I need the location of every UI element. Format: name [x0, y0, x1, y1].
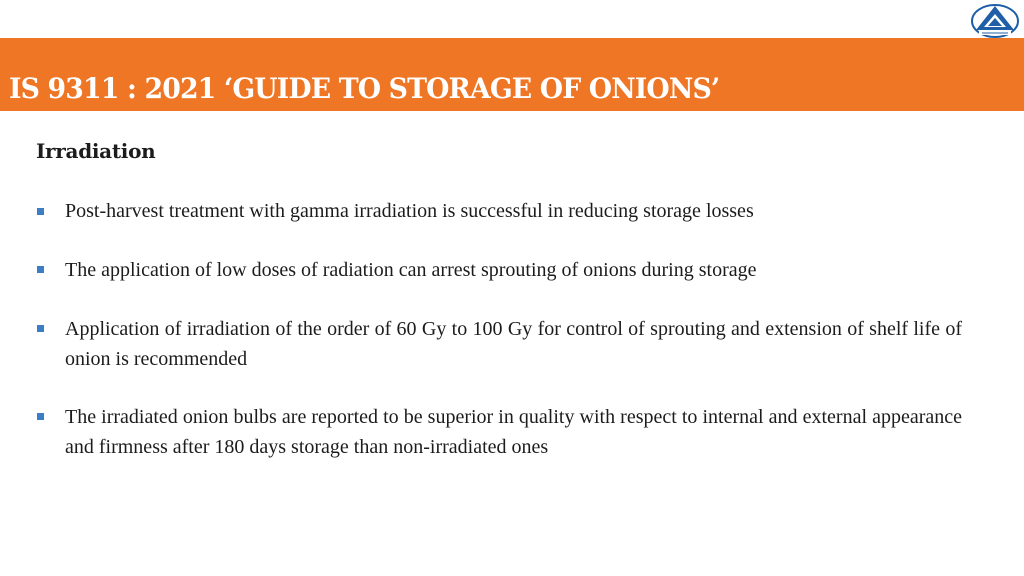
- slide-title: IS 9311 : 2021 ‘GUIDE TO STORAGE OF ONIONS’: [9, 72, 720, 105]
- bullet-item: Post-harvest treatment with gamma irradiation is successful in reducing storage losses: [65, 200, 754, 222]
- section-heading: Irradiation: [36, 139, 156, 163]
- bullet-item: Application of irradiation of the order of 60 Gy to 100 Gy for control of sprouting and extension of shelf life of onion is recommended: [65, 318, 962, 370]
- square-bullet-icon: [37, 413, 44, 420]
- square-bullet-icon: [37, 208, 44, 215]
- bullet-item: The application of low doses of radiation can arrest sprouting of onions during storage: [65, 259, 757, 281]
- bullet-item: The irradiated onion bulbs are reported to be superior in quality with respect to internal and external appearance and firmness after 180 days storage than non-irradiated ones: [65, 406, 962, 458]
- square-bullet-icon: [37, 325, 44, 332]
- square-bullet-icon: [37, 266, 44, 273]
